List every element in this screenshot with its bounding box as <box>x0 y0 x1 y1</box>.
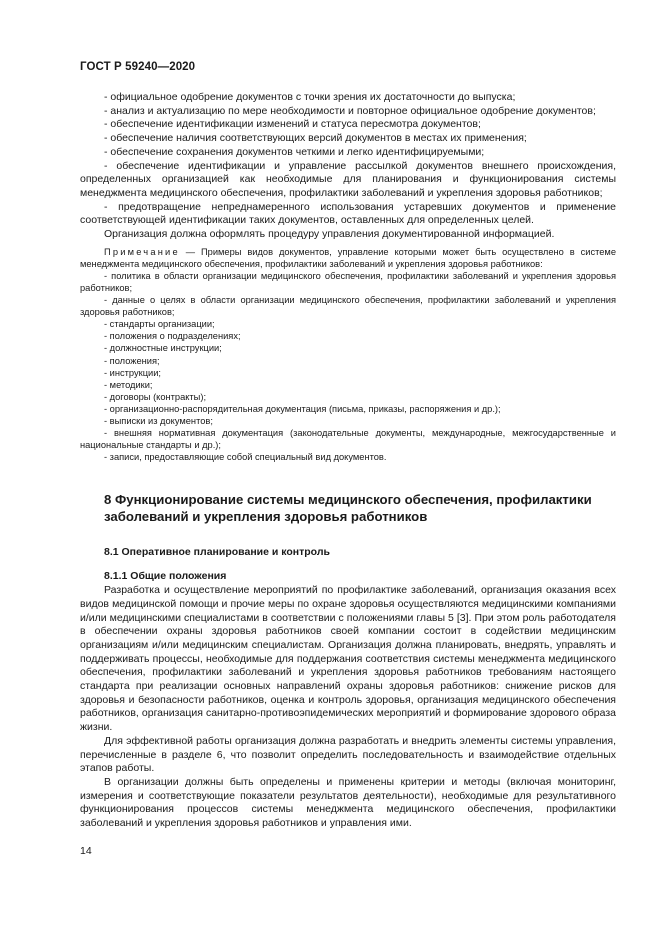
note-item: - положения; <box>104 355 160 366</box>
note-block <box>80 246 616 464</box>
body-paragraph: В организации должны быть определены и применены критерии и методы (включая мониторинг, измерения и соответствующие показатели результатов деятельности), необходимые для результативного функционирования процессов системы менеджмента медицинского обеспечения, профилактики заболеваний и укрепления здоровья работников и управления ими. <box>80 775 616 830</box>
list-item: - обеспечение идентификации изменений и статуса пересмотра документов; <box>104 118 481 131</box>
note-item: - выписки из документов; <box>104 416 213 427</box>
body-paragraph: Разработка и осуществление мероприятий по профилактике заболеваний, организация оказания всех видов медицинской помощи и прочие меры по охране здоровья осуществляются медицинскими компаниями и/или медицинскими специалистами в соответствии с положениями главы 5 [3]. При этом роль работодателя в обеспечении охраны здоровья работников своей компании состоит в содействии медицинским организациям и/или медицинским специалистам. Организация должна планировать, внедрять, управлять и поддерживать процессы, необходимые для поддержания соответствия системы менеджмента медицинского обеспечения, профилактики заболеваний и укрепления здоровья работников требованиям настоящего стандарта при реализации основных направлений охраны здоровья работников: снижение рисков для здоровья и безопасности работников, оценка и контроль здоровья, организация медицинского обеспечения работников, организация санитарно-противоэпидемических мероприятий и формирование здорового образа жизни. <box>80 584 616 734</box>
list-item: - предотвращение непреднамеренного использования устаревших документов и применение соответствующей идентификации таких документов, оставленных для определенных целей. <box>80 200 616 227</box>
page-content <box>80 91 616 831</box>
note-item: - политика в области организации медицинского обеспечения, профилактики заболеваний и укрепления здоровья работников; <box>80 270 616 294</box>
subsubsection-title: 8.1.1 Общие положения <box>104 570 227 583</box>
list-item: - анализ и актуализацию по мере необходимости и повторное официальное одобрение документов; <box>104 104 596 117</box>
note-item: - договоры (контракты); <box>104 391 207 402</box>
list-item: - обеспечение сохранения документов четкими и легко идентифицируемыми; <box>104 145 485 158</box>
note-item: - положения о подразделениях; <box>104 331 241 342</box>
note-item: - должностные инструкции; <box>104 343 222 354</box>
note-item: - стандарты организации; <box>104 319 215 330</box>
subsection-title: 8.1 Оперативное планирование и контроль <box>104 546 330 559</box>
list-item: - обеспечение наличия соответствующих версий документов в местах их применения; <box>104 132 527 145</box>
document-header: ГОСТ Р 59240—2020 <box>80 61 196 73</box>
note-label: Примечание <box>104 246 180 257</box>
note-intro <box>80 246 616 270</box>
page-number: 14 <box>80 845 92 857</box>
note-item: - данные о целях в области организации медицинского обеспечения, профилактики заболеваний и укрепления здоровья работников; <box>80 295 616 318</box>
note-intro-text: — Примеры видов документов, управление которыми может быть осуществлено в системе менеджмента медицинского обеспечения, профилактики заболеваний и укрепления здоровья работников: <box>80 246 616 269</box>
note-item: - организационно-распорядительная документация (письма, приказы, распоряжения и др.); <box>104 403 501 414</box>
note-item: - записи, предоставляющие собой специальный вид документов. <box>104 452 387 463</box>
note-item: - внешняя нормативная документация (законодательные документы, международные, межгосударственные и национальные стандарты и др.); <box>80 428 616 451</box>
closing-paragraph: Организация должна оформлять процедуру управления документированной информацией. <box>104 228 555 241</box>
list-item: - официальное одобрение документов с точки зрения их достаточности до выпуска; <box>104 91 516 103</box>
section-title: 8 Функционирование системы медицинского обеспечения, профилактики заболеваний и укрепления здоровья работников <box>104 492 592 525</box>
list-item: - обеспечение идентификации и управление рассылкой документов внешнего происхождения, определенных организацией как необходимые для планирования и функционирования системы менеджмента медицинского обеспечения, профилактики заболеваний и укрепления здоровья работников; <box>80 159 616 199</box>
note-item: - инструкции; <box>104 367 161 378</box>
body-paragraph: Для эффективной работы организация должна разработать и внедрить элементы системы управления, перечисленные в разделе 6, что позволит определить последовательность и взаимодействие отдельных этапов работы. <box>80 734 616 775</box>
note-item: - методики; <box>104 379 153 390</box>
